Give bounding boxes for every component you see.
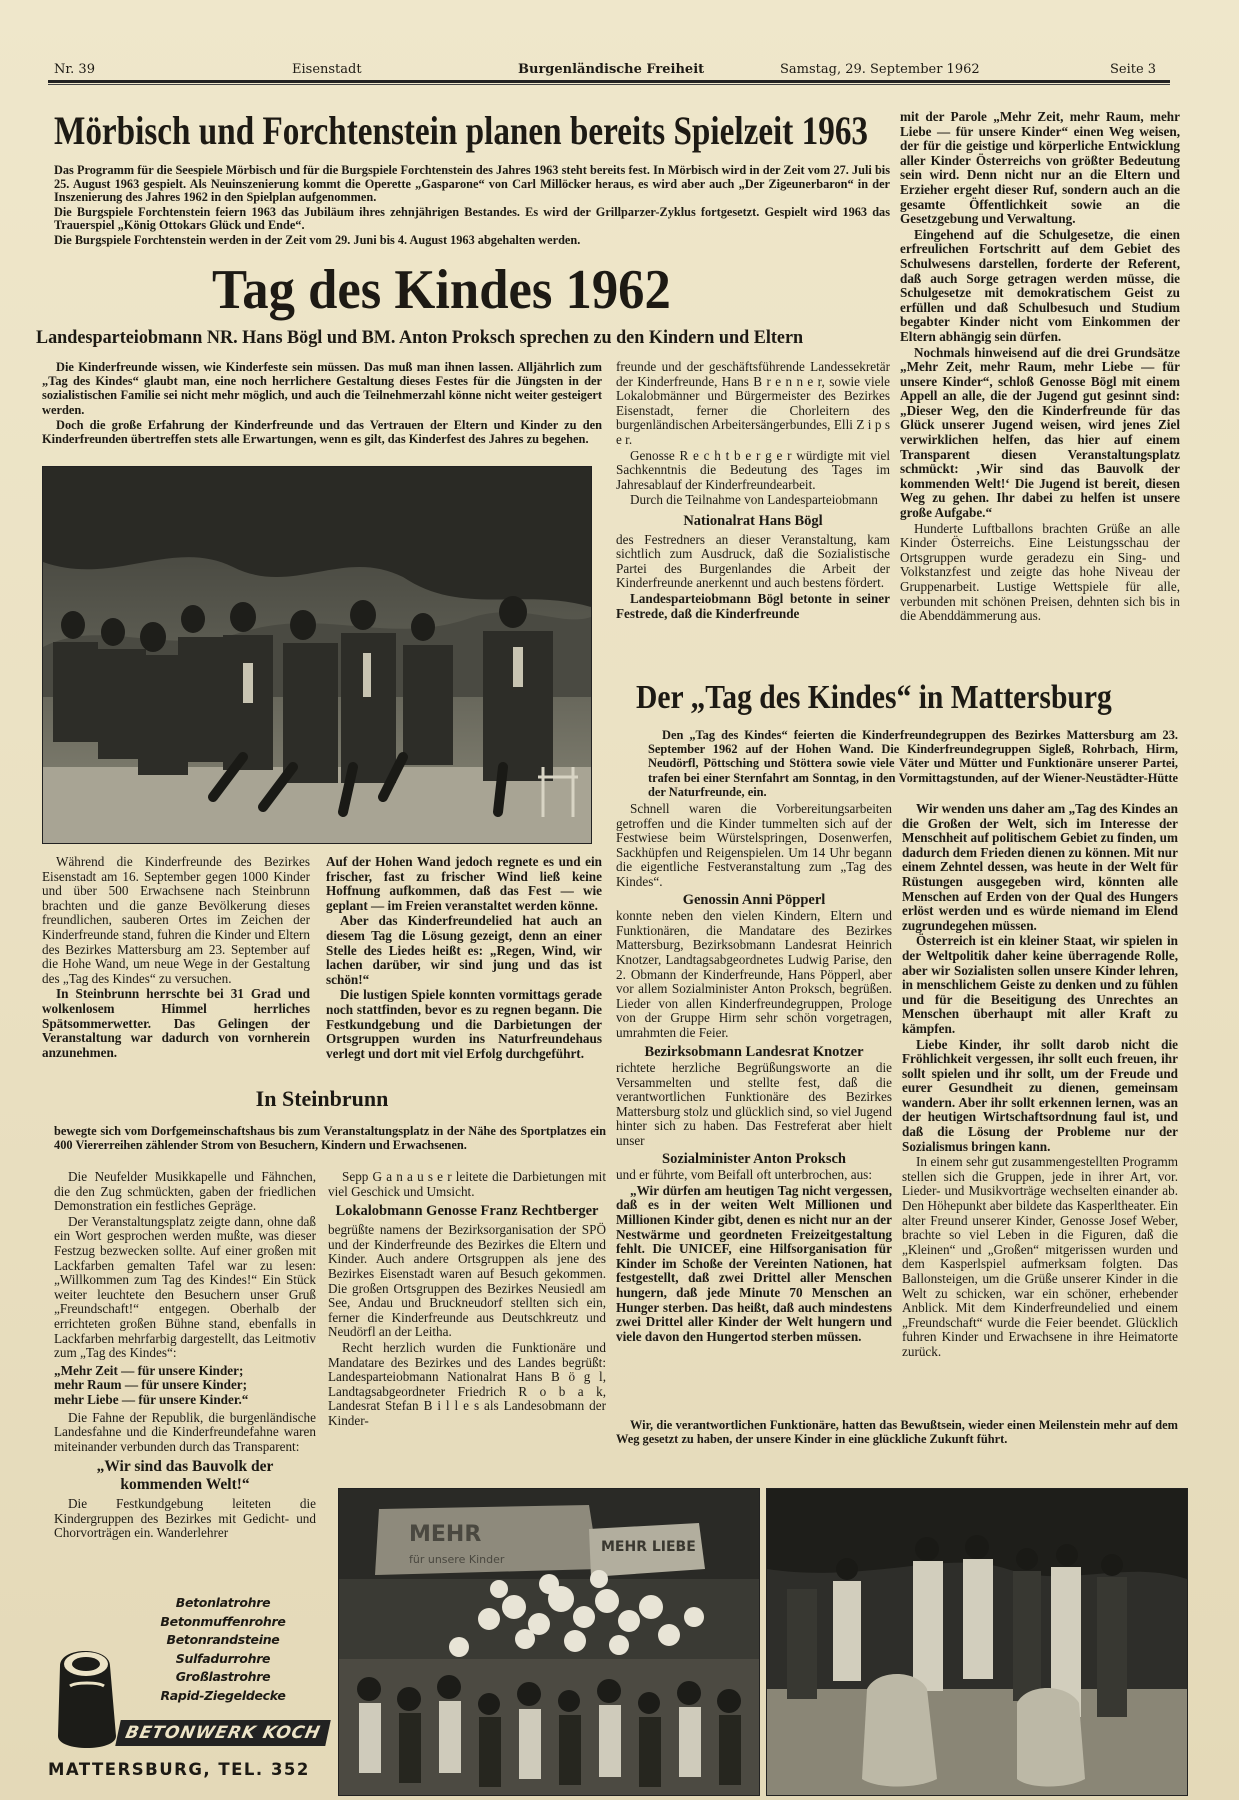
- spielzeit-lead-p1: Das Programm für die Seespiele Mörbisch und für die Burgspiele Forchtenstein des Jahres 1963 steht bereits fest. In Mörbisch wird in der Zeit vom 27. Juli bis 25. August 1963 gespielt. Als Neuinszenierung kommt die Operette „Gasparone“ von Carl Millöcker heraus, es wird aber auch „Der Zigeunerbaron“ in der Inszenierung des Jahres 1962 in den Spielplan aufgenommen.: [54, 163, 890, 205]
- steinbrunn-col1-p4: Die Festkundgebung leiteten die Kindergruppen des Bezirkes mit Gedicht- und Chorvorträgen ein. Wanderlehrer: [54, 1496, 316, 1541]
- ad-product-list: [118, 1594, 328, 1705]
- headline-steinbrunn: In Steinbrunn: [255, 1086, 389, 1111]
- mattersburg-col1-p1: Schnell waren die Vorbereitungsarbeiten getroffen und die Kinder tummelten sich auf der Festwiese beim Würstelspringen, Dosenwerfen, Sackhüpfen und Reigenspielen. Um 14 Uhr begann die eigentliche Festveranstaltung zum „Tag des Kindes“.: [616, 801, 892, 889]
- tag-col-right: [900, 110, 1180, 625]
- steinbrunn-col2-p1: Sepp G a n a u s e r leitete die Darbietungen mit viel Geschick und Umsicht.: [328, 1169, 606, 1199]
- spielzeit-lead-p2: Die Burgspiele Forchtenstein feiern 1963 das Jubiläum ihres zehnjährigen Bestandes. Es wird der Grillparzer-Zyklus fortgesetzt. Gespielt wird 1963 das Trauerspiel „König Ottokars Glück und Ende“.: [54, 204, 890, 233]
- tag-lead-p1: Die Kinderfreunde wissen, wie Kinderfeste sein müssen. Das muß man ihnen lassen. Alljährlich zum „Tag des Kindes“ glaubt man, eine noch herrlichere Gestaltung dieses Festes für die Jüngsten in der sozialistischen Familie sei nicht mehr möglich, und auch die Teilnehmerzahl könne nicht weiter gesteigert werden.: [42, 360, 602, 417]
- ad-product-1: Betonlatrohre: [175, 1595, 271, 1610]
- mattersburg-col2-p1: Wir wenden uns daher am „Tag des Kindes an die Großen der Welt, sich im Interesse der Menschheit auf politischem Gebiet zu finden, um dadurch dem Frieden dienen zu können. Mit nur einem Zehntel dessen, was heute in der Welt für Rüstungen ausgegeben wird, könnten alle Menschen auf Erden von der Qual des Hungers erlöst werden und es würde niemand im Elend zugrundegehen müssen.: [902, 801, 1178, 933]
- mattersburg-col1-p5: „Wir dürfen am heutigen Tag nicht vergessen, daß es in der weiten Welt Millionen und Millionen Kinder gibt, denen es nicht nur an der Nestwärme und geordneten Freizeitgestaltung fehlt. Die UNICEF, eine Hilfsorganisation für Kinder im Schoße der Vereinten Nationen, hat festgestellt, daß zwei Drittel aller Menschen hungern, daß jede Minute 70 Menschen an Hunger sterben. Das heißt, daß auch mindestens zwei Drittel aller Kinder der Welt hungern und viele davon den Hungertod sterben müssen.: [616, 1182, 892, 1344]
- tag-below-mid-p3: Die lustigen Spiele konnten vormittags gerade noch stattfinden, bevor es zu regnen begann. Die Festkundgebung und die Darbietungen der Ortsgruppen wurden ins Naturfreundehaus verlegt und dort mit viel Erfolg durchgeführt.: [326, 987, 602, 1061]
- banner-text-mehr-liebe: MEHR LIEBE: [601, 1539, 696, 1555]
- spielzeit-lead-p3: Die Burgspiele Forchtenstein werden in der Zeit vom 29. Juni bis 4. August 1963 abgehalten werden.: [54, 232, 581, 247]
- mattersburg-col1-p2: konnte neben den vielen Kindern, Eltern und Funktionären, die Mandatare des Bezirkes Mattersburg, Bezirksobmann Landesrat Heinrich Knotzer, Landtagsabgeordnetes Ludwig Parise, den 2. Obmann der Kinderfreunde, Hans Pöpperl, aber vor allem Sozialminister Anton Proksch, begrüßen. Lieder von allen Kinderfreundegruppen, Prologe von der Gruppe Hirm sehr schön vorgetragen, umrahmten die Feier.: [616, 908, 892, 1040]
- header-rule: [48, 80, 1170, 83]
- tag-col-right-p4: Hunderte Luftballons brachten Grüße an alle Kinder Österreichs. Eine Leistungsschau der Ortsgruppen wurde geradezu ein Sing- und Volkstanzfest und zeigte das hohe Niveau der Gruppenarbeit. Lustige Wettspiele für alle, verbunden mit schönen Preisen, dehnten sich bis in die Abenddämmerung aus.: [900, 520, 1180, 624]
- mattersburg-col2-p4: In einem sehr gut zusammengestellten Programm stellen sich die Gruppen, jede in ihrer Art, vor. Lieder- und Musikvorträge wechselten einander ab. Den Höhepunkt aber bildete das Kasperltheater. Ein alter Freund unserer Kinder, Genosse Josef Weber, brachte so viel Leben in die Figuren, daß die „Kleinen“ und „Großen“ mitgerissen wurden und dem Kasperlspiel aufmerksam folgten. Das Ballonsteigen, um die Grüße unserer Kinder in die Welt zu schicken, war ein schöner, erhebender Anblick. Mit dem Kinderfreundelied und einem „Freundschaft“ wurde die Feier beendet. Glücklich fuhren Kinder und Erwachsene in ihre Heimatorte zurück.: [902, 1154, 1178, 1359]
- tag-col-mid-p1: freunde und der geschäftsführende Landessekretär der Kinderfreunde, Hans B r e n n e r, sowie viele Lokalobmänner und Bürgermeister des Bezirkes Eisenstadt, ferner die Chorleitern des burgenländischen Arbeitersängerbundes, Elli Z i p s e r.: [616, 359, 890, 447]
- issue-date: Samstag, 29. September 1962: [780, 62, 980, 77]
- tag-lead-p2: Doch die große Erfahrung der Kinderfreunde und das Vertrauen der Eltern und Kinder zu den Kinderfreunden übertreffen stets alle Erwartungen, wenn es gilt, das Kinderfest des Jahres zu begehen.: [42, 417, 602, 447]
- photo-audience-graphic: [43, 467, 591, 843]
- subheadline-text: Landesparteiobmann NR. Hans Bögl und BM. Anton Proksch sprechen zu den Kindern und Eltern: [36, 327, 804, 348]
- steinbrunn-lead: bewegte sich vom Dorfgemeinschaftshaus bis zum Veranstaltungsplatz in der Nähe des Sportplatzes ein 400 Viererreihen zählender Strom von Besuchern, Kindern und Erwachsenen.: [54, 1124, 606, 1153]
- motto-line-2: mehr Raum — für unsere Kinder;: [54, 1377, 248, 1393]
- tag-below-mid-p1: Auf der Hohen Wand jedoch regnete es und ein frischer, fast zu frischer Wind ließ keine Hoffnung aufkommen, daß das Fest — wie geplant — im Freien veranstaltet werden könne.: [326, 854, 602, 913]
- ad-product-5: Großlastrohre: [175, 1669, 271, 1684]
- ad-product-6: Rapid-Ziegeldecke: [160, 1687, 286, 1703]
- page-number: Seite 3: [1110, 62, 1157, 77]
- newspaper-name: Burgenländische Freiheit: [518, 62, 705, 77]
- steinbrunn-col2-p3: Recht herzlich wurden die Funktionäre und Mandatare des Bezirkes und des Landes begrüßt: Landesparteiobmann Nationalrat Hans B ö g l, Landtagsabgeordneter Friedrich R o b a k, Landesrat Stefan B i l l e s als Landesobmann der Kinder-: [328, 1339, 606, 1428]
- motto-line-3: mehr Liebe — für unsere Kinder.“: [54, 1391, 249, 1407]
- photo-sack-race: [766, 1488, 1188, 1796]
- mattersburg-closing: [616, 1418, 1178, 1447]
- mattersburg-col2-p2: Österreich ist ein kleiner Staat, wir spielen in der Weltpolitik daher keine überragende Rolle, aber wir Sozialisten sollen unsere Kinder lehren, in menschlichem Geiste zu denken und zu fühlen und für die Beseitigung des Unrechtes an Menschen überhaupt mit aller Kraft zu kämpfen.: [902, 933, 1178, 1036]
- subhead-poepperl: Genossin Anni Pöpperl: [682, 891, 826, 908]
- tag-below-left-p1: Während die Kinderfreunde des Bezirkes Eisenstadt am 16. September gegen 1000 Kinder und über 500 Erwachsene nach Steinbrunn brachten und die ganze Bevölkerung dieses freundlichen, sauberen Ortes im Zeichen der Kinderfreunde stand, fuhren die Kinder und Eltern des Bezirkes Mattersburg am 23. September auf die Hohe Wand, um neue Wege in der Gestaltung des „Tag des Kindes“ zu versuchen.: [42, 854, 310, 986]
- subheadline-tag-des-kindes: [36, 326, 896, 350]
- tag-col-right-p1: mit der Parole „Mehr Zeit, mehr Raum, mehr Liebe — für unsere Kinder“ einen Weg weisen, der für die geistige und körperliche Entwicklung aller Kinder Österreichs von größter Bedeutung sein wird. Denn nicht nur an die Eltern und Erzieher ergeht dieser Ruf, sondern auch an die gesamte Öffentlichkeit sowie an die Gesetzgebung und Verwaltung.: [900, 109, 1180, 227]
- motto-line-1: „Mehr Zeit — für unsere Kinder;: [54, 1362, 244, 1378]
- header-rule-thin: [48, 84, 1170, 85]
- photo-balloons-graphic: [339, 1489, 759, 1795]
- tag-col-mid-p3: Durch die Teilnahme von Landesparteiobmann: [630, 492, 878, 508]
- mattersburg-closing-p: Wir, die verantwortlichen Funktionäre, hatten das Bewußtsein, wieder einen Meilenstein mehr auf dem Weg gesetzt zu haben, der unsere Kinder in eine glückliche Zukunft führt.: [616, 1418, 1178, 1447]
- subhead-rechtberger: Lokalobmann Genosse Franz Rechtberger: [335, 1203, 599, 1220]
- pipe-icon: [50, 1636, 124, 1756]
- tag-col-mid-p4: des Festredners an dieser Veranstaltung, kam sichtlich zum Ausdruck, daß die Sozialistische Partei des Burgenlandes die Arbeit der Kinderfreunde anerkennt und auch bestens fördert.: [616, 531, 890, 591]
- mattersburg-col1-p3: richtete herzliche Begrüßungsworte an die Versammelten und stellte fest, daß die verantwortlichen Funktionäre des Bezirkes Mattersburg stolz und glücklich sind, so viel Jugend hinter sich zu haben. Das Festreferat aber hielt unser: [616, 1060, 892, 1149]
- steinbrunn-col2-p2: begrüßte namens der Bezirksorganisation der SPÖ und der Kinderfreunde des Bezirkes die Eltern und Kinder. Auch andere Ortsgruppen als jene des Bezirkes Eisenstadt waren auf Besuch gekommen. Die großen Ortsgruppen des Bezirkes Neusiedl am See, Andau und Bruckneudorf stellten sich ein, ferner die Kinderfreunde aus Deutschkreutz und Neudörfl an der Leitha.: [328, 1222, 606, 1340]
- header-city: Eisenstadt: [292, 62, 362, 77]
- steinbrunn-col1-p3: Die Fahne der Republik, die burgenländische Landesfahne und die Kinderfreundefahne waren miteinander verbunden durch das Transparent:: [54, 1409, 316, 1454]
- page-header: [48, 60, 1170, 82]
- headline-spielzeit-text: Mörbisch und Forchtenstein planen bereits Spielzeit 1963: [54, 108, 869, 153]
- tag-col-right-p3: Nochmals hinweisend auf die drei Grundsätze „Mehr Zeit, mehr Raum, mehr Liebe — für unsere Kinder“, schloß Genosse Bögl mit einem Appell an alle, die der Jugend gut gesinnt sind: „Dieser Weg, den die Kinderfreunde für das Glück unserer Jugend weisen, wird jenes Ziel verwirklichen helfen, das hier auf einem Transparent diesen Veranstaltungsplatz schmückt: ‚Wir sind das Bauvolk der kommenden Welt!‘ Die Jugend ist bereit, diesen Weg zu gehen. Ihr dabei zu helfen ist unsere große Aufgabe.“: [900, 344, 1180, 521]
- tag-below-left-p2: In Steinbrunn herrschte bei 31 Grad und wolkenlosem Himmel herrliches Spätsommerwetter. Das Gelingen der Veranstaltung war dadurch von vornherein anzunehmen.: [42, 986, 310, 1060]
- subhead-boegl: Nationalrat Hans Bögl: [683, 512, 823, 529]
- tag-col-mid-p2: Genosse R e c h t b e r g e r würdigte mit viel Sachkenntnis die Bedeutung des Tages im Jahresablauf der Kinderfreundearbeit.: [616, 447, 890, 492]
- mattersburg-lead: [648, 728, 1178, 800]
- headline-tag-des-kindes-text: Tag des Kindes 1962: [212, 259, 671, 321]
- subhead-knotzer: Bezirksobmann Landesrat Knotzer: [644, 1043, 864, 1060]
- ad-footer: MATTERSBURG, TEL. 352: [48, 1760, 310, 1779]
- ad-brand: BETONWERK KOCH: [115, 1720, 331, 1746]
- issue-number: Nr. 39: [54, 62, 95, 77]
- mattersburg-col2-p3: Liebe Kinder, ihr sollt darob nicht die Fröhlichkeit vergessen, ihr sollt euch freuen, ihr sollt spielen und ihr sollt, um der Freude und eurer Gesundheit zu dienen, gemeinsam wandern. Aber ihr sollt erkennen lernen, was an der heutigen Wirtschaftsordnung faul ist, und daß die Lösung der Probleme nur der Sozialismus bringen kann.: [902, 1036, 1178, 1154]
- tag-below-mid-p2: Aber das Kinderfreundelied hat auch an diesem Tag die Lösung gezeigt, denn an einer Stelle des Liedes heißt es: „Regen, Wind, wir lachen darüber, wir sind jung und das ist schön!“: [326, 913, 602, 987]
- mattersburg-lead-p: Den „Tag des Kindes“ feierten die Kinderfreundegruppen des Bezirkes Mattersburg am 23. September 1962 auf der Hohen Wand. Die Kinderfreundegruppen Sigleß, Rohrbach, Hirm, Neudörfl, Pöttsching und Stöttera sowie viele Väter und Mütter und Funktionäre unserer Partei, trafen bei einer Sternfahrt am Sonntag, in den Vormittagstunden, auf der Wiener-Neustädter-Hütte der Naturfreunde, ein.: [648, 728, 1178, 799]
- photo-balloons: [338, 1488, 760, 1796]
- headline-spielzeit: [54, 108, 874, 162]
- banner-quote: „Wir sind das Bauvolk der kommenden Welt!“: [96, 1458, 274, 1494]
- advertisement-betonwerk-koch: [48, 1588, 330, 1790]
- headline-mattersburg: [636, 676, 1176, 726]
- steinbrunn-col1-p2: Der Veranstaltungsplatz zeigte dann, ohne daß ein Wort gesprochen werden mußte, was dieser Festzug bezwecken sollte. Auf einer großen mit Lackfarben gemalten Tafel war zu lesen: „Willkommen zum Tag des Kindes!“ Ein Stück weiter leuchtete den Besuchern unser Gruß „Freundschaft!“ entgegen. Oberhalb der errichteten großen Bühne stand, ebenfalls in Lackfarben mehrfarbig dargestellt, das Leitmotiv zum „Tag des Kindes“:: [54, 1213, 316, 1361]
- steinbrunn-col1: [54, 1170, 316, 1542]
- photo-sack-race-graphic: [767, 1489, 1187, 1795]
- ad-product-3: Betonrandsteine: [166, 1632, 280, 1647]
- mattersburg-col1-p4: und er führte, vom Beifall oft unterbrochen, aus:: [616, 1167, 872, 1183]
- headline-tag-des-kindes: [212, 258, 732, 326]
- tag-lead: [42, 360, 602, 447]
- ad-product-2: Betonmuffenrohre: [160, 1613, 286, 1629]
- tag-col-mid-p5: Landesparteiobmann Bögl betonte in seiner Festrede, daß die Kinderfreunde: [616, 590, 890, 621]
- headline-mattersburg-text: Der „Tag des Kindes“ in Mattersburg: [636, 679, 1112, 716]
- tag-col-right-p2: Eingehend auf die Schulgesetze, die einen erfreulichen Fortschritt auf dem Gebiet des Schulwesens darstellen, forderte der Referent, daß auch Sorge getragen werden müsse, die Schulgesetze mit demokratischem Geist zu erfüllen und daß Schulbesuch und Studium begabter Kinder nicht vom Einkommen der Eltern abhängig sein dürfen.: [900, 226, 1180, 344]
- steinbrunn-col1-p1: Die Neufelder Musikkapelle und Fähnchen, die den Zug schmückten, gaben der friedlichen Demonstration ein festliches Gepräge.: [54, 1169, 316, 1214]
- tag-col-mid: [616, 360, 890, 622]
- photo-audience: [42, 466, 592, 844]
- subhead-proksch: Sozialminister Anton Proksch: [662, 1150, 846, 1167]
- motto-block: [54, 1364, 316, 1408]
- ad-product-4: Sulfadurrohre: [175, 1650, 271, 1666]
- tag-below-mid: [326, 855, 602, 1062]
- steinbrunn-col2: [328, 1170, 606, 1430]
- mattersburg-col2: [902, 802, 1178, 1361]
- banner-text-kinder: für unsere Kinder: [409, 1553, 505, 1566]
- tag-below-left: [42, 855, 310, 1061]
- spielzeit-lead: [54, 164, 890, 249]
- mattersburg-col1: [616, 802, 892, 1345]
- banner-text-mehr: MEHR: [409, 1522, 482, 1547]
